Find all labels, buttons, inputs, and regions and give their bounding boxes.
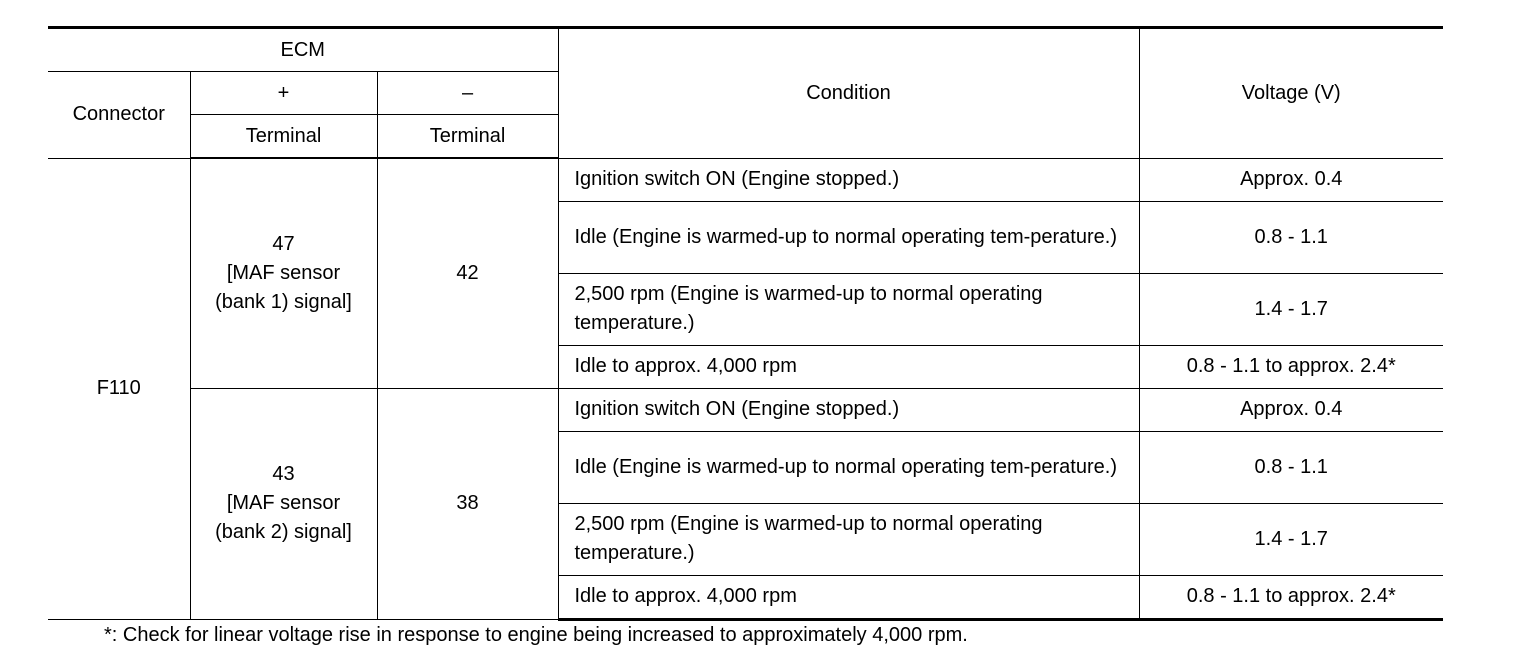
plus-terminal-desc: [MAF sensor	[226, 492, 341, 514]
voltage-header: Voltage (V)	[1139, 28, 1443, 159]
voltage-cell: 1.4 - 1.7	[1139, 273, 1443, 345]
condition-cell: Idle (Engine is warmed-up to normal operating tem-perature.)	[558, 201, 1139, 273]
voltage-cell: Approx. 0.4	[1139, 158, 1443, 201]
condition-cell: Idle to approx. 4,000 rpm	[558, 575, 1139, 619]
voltage-cell: 1.4 - 1.7	[1139, 503, 1443, 575]
minus-terminal-cell: 42	[377, 158, 558, 388]
plus-terminal-desc: [MAF sensor	[226, 261, 341, 284]
plus-terminal-desc: (bank 2) signal]	[215, 521, 352, 543]
plus-header: +	[190, 72, 377, 115]
ecm-header: ECM	[48, 28, 558, 72]
plus-terminal-number: 43	[272, 463, 295, 485]
connector-cell: F110	[48, 158, 190, 619]
voltage-cell: Approx. 0.4	[1139, 388, 1443, 431]
minus-header: –	[377, 72, 558, 115]
condition-cell: Ignition switch ON (Engine stopped.)	[558, 158, 1139, 201]
condition-cell: Ignition switch ON (Engine stopped.)	[558, 388, 1139, 431]
minus-terminal-cell: 38	[377, 388, 558, 619]
terminal-plus-header: Terminal	[190, 115, 377, 159]
voltage-cell: 0.8 - 1.1	[1139, 431, 1443, 503]
condition-cell: Idle (Engine is warmed-up to normal operating tem-perature.)	[558, 431, 1139, 503]
plus-terminal-desc: (bank 1) signal]	[215, 290, 352, 313]
terminal-minus-header: Terminal	[377, 115, 558, 159]
voltage-cell: 0.8 - 1.1 to approx. 2.4*	[1139, 345, 1443, 388]
plus-terminal-cell	[190, 158, 377, 388]
voltage-cell: 0.8 - 1.1	[1139, 201, 1443, 273]
footnote: *: Check for linear voltage rise in response to engine being increased to approximately 4,000 rpm.	[104, 624, 968, 646]
condition-cell: 2,500 rpm (Engine is warmed-up to normal operating temperature.)	[558, 503, 1139, 575]
condition-cell: 2,500 rpm (Engine is warmed-up to normal operating temperature.)	[558, 273, 1139, 345]
condition-cell: Idle to approx. 4,000 rpm	[558, 345, 1139, 388]
ecm-voltage-table	[48, 26, 1443, 621]
connector-header: Connector	[48, 72, 190, 159]
voltage-cell: 0.8 - 1.1 to approx. 2.4*	[1139, 575, 1443, 619]
condition-header: Condition	[558, 28, 1139, 159]
plus-terminal-cell	[190, 388, 377, 619]
plus-terminal-number: 47	[272, 232, 295, 255]
